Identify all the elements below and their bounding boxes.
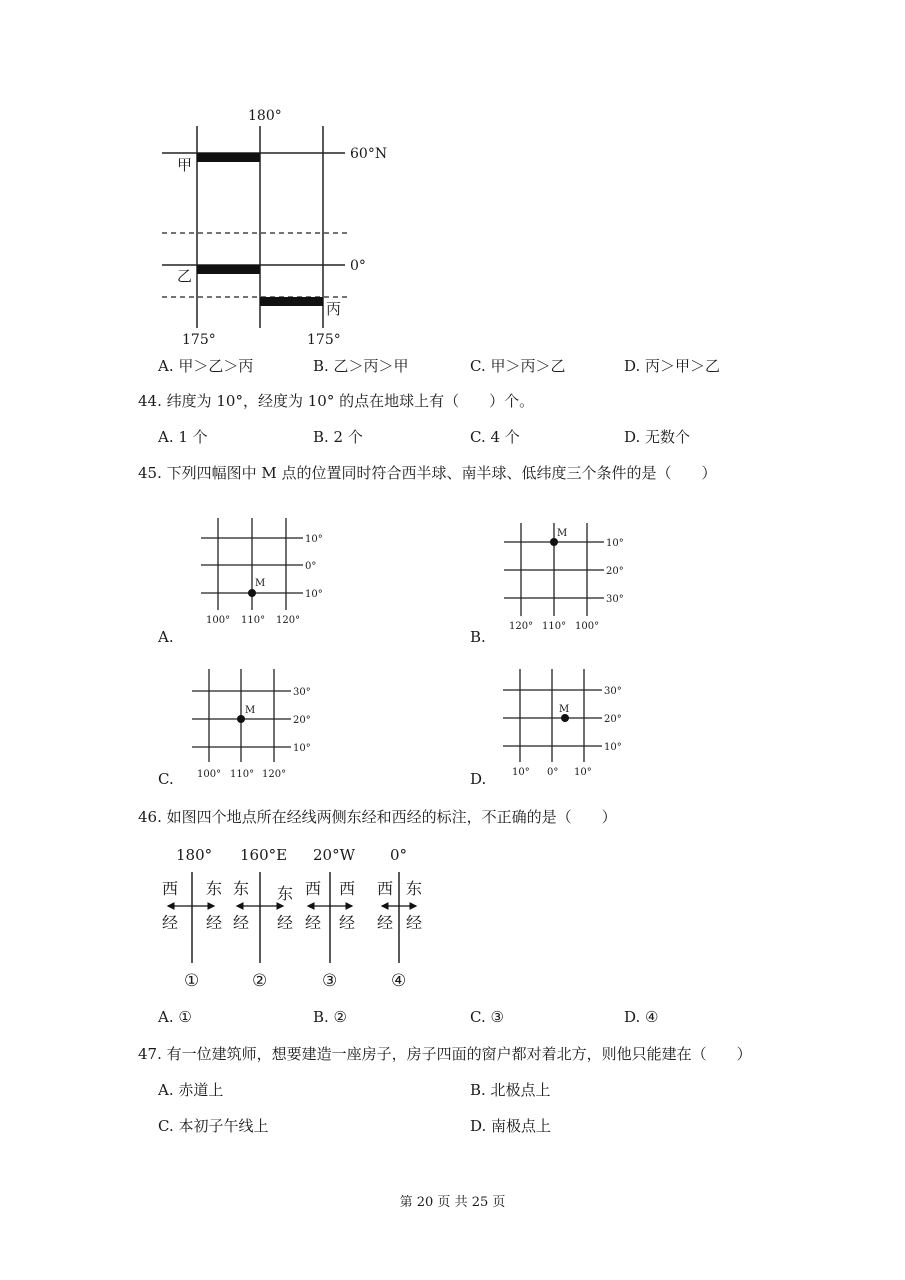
q45-label-d: D. bbox=[470, 770, 487, 788]
svg-text:东: 东 bbox=[406, 879, 423, 898]
svg-text:160°E: 160°E bbox=[240, 846, 288, 864]
svg-text:经: 经 bbox=[406, 913, 423, 932]
svg-text:经: 经 bbox=[162, 913, 179, 932]
q45-label-a: A. bbox=[158, 628, 174, 646]
q44-option-a: A. 1 个 bbox=[158, 428, 208, 446]
svg-text:10°: 10° bbox=[305, 534, 323, 545]
svg-text:④: ④ bbox=[391, 971, 407, 991]
svg-text:西: 西 bbox=[162, 879, 179, 898]
svg-text:10°: 10° bbox=[604, 742, 622, 753]
svg-text:东: 东 bbox=[233, 879, 250, 898]
svg-text:20°: 20° bbox=[606, 566, 624, 577]
q45-grid-d bbox=[500, 666, 640, 781]
q44-option-b: B. 2 个 bbox=[313, 428, 363, 446]
label-180: 180° bbox=[248, 108, 282, 124]
q47-stem: 47. 有一位建筑师，想要建造一座房子，房子四面的窗户都对着北方，则他只能建在（ ） bbox=[138, 1045, 752, 1063]
svg-text:经: 经 bbox=[377, 913, 394, 932]
q47-option-c: C. 本初子午线上 bbox=[158, 1117, 269, 1135]
q43-figure bbox=[150, 100, 410, 355]
point-m-label: M bbox=[557, 528, 568, 539]
svg-text:西: 西 bbox=[377, 879, 394, 898]
label-0: 0° bbox=[350, 258, 366, 274]
q46-option-d: D. ④ bbox=[624, 1008, 659, 1026]
svg-text:120°: 120° bbox=[262, 769, 287, 780]
q45-grid-a bbox=[195, 515, 335, 630]
svg-text:30°: 30° bbox=[293, 687, 311, 698]
svg-text:经: 经 bbox=[233, 913, 250, 932]
svg-text:0°: 0° bbox=[305, 561, 317, 572]
label-yi: 乙 bbox=[177, 267, 193, 285]
point-m bbox=[561, 714, 569, 722]
svg-text:东: 东 bbox=[277, 884, 294, 903]
q47-option-a: A. 赤道上 bbox=[158, 1081, 224, 1099]
point-m-label: M bbox=[559, 704, 570, 715]
svg-text:10°: 10° bbox=[606, 538, 624, 549]
q43-option-a: A. 甲＞乙＞丙 bbox=[158, 357, 254, 375]
q46-option-b: B. ② bbox=[313, 1008, 348, 1026]
svg-text:120°: 120° bbox=[509, 621, 534, 632]
svg-text:经: 经 bbox=[206, 913, 223, 932]
bar-jia bbox=[197, 153, 260, 162]
q46-option-a: A. ① bbox=[158, 1008, 192, 1026]
q46-stem: 46. 如图四个地点所在经线两侧东经和西经的标注，不正确的是（ ） bbox=[138, 808, 617, 826]
label-bing: 丙 bbox=[326, 300, 342, 318]
q47-option-d: D. 南极点上 bbox=[470, 1117, 552, 1135]
svg-text:110°: 110° bbox=[542, 621, 567, 632]
svg-text:180°: 180° bbox=[176, 846, 213, 864]
q45-label-c: C. bbox=[158, 770, 174, 788]
svg-text:经: 经 bbox=[305, 913, 322, 932]
page-footer: 第 20 页 共 25 页 bbox=[399, 1195, 506, 1210]
svg-text:20°: 20° bbox=[604, 714, 622, 725]
label-60n: 60°N bbox=[350, 146, 388, 162]
q45-stem: 45. 下列四幅图中 M 点的位置同时符合西半球、南半球、低纬度三个条件的是（ ） bbox=[138, 464, 717, 482]
q47-option-b: B. 北极点上 bbox=[470, 1081, 551, 1099]
q45-label-b: B. bbox=[470, 628, 486, 646]
label-jia: 甲 bbox=[177, 156, 193, 174]
label-175-left: 175° bbox=[182, 332, 216, 348]
point-m bbox=[237, 715, 245, 723]
svg-text:100°: 100° bbox=[575, 621, 600, 632]
q44-stem: 44. 纬度为 10°，经度为 10° 的点在地球上有（ ）个。 bbox=[138, 392, 535, 410]
svg-text:经: 经 bbox=[277, 913, 294, 932]
svg-text:西: 西 bbox=[339, 879, 356, 898]
q46-figure bbox=[150, 838, 450, 993]
point-m-label: M bbox=[245, 705, 256, 716]
bar-bing bbox=[260, 297, 323, 306]
svg-text:120°: 120° bbox=[276, 615, 301, 626]
svg-text:110°: 110° bbox=[230, 769, 255, 780]
svg-text:10°: 10° bbox=[305, 589, 323, 600]
svg-text:10°: 10° bbox=[512, 767, 530, 778]
svg-text:0°: 0° bbox=[547, 767, 559, 778]
svg-text:①: ① bbox=[184, 971, 200, 991]
q46-option-c: C. ③ bbox=[470, 1008, 504, 1026]
svg-text:20°W: 20°W bbox=[313, 846, 356, 864]
point-m-label: M bbox=[255, 578, 266, 589]
svg-text:110°: 110° bbox=[241, 615, 266, 626]
point-m bbox=[248, 589, 256, 597]
svg-text:10°: 10° bbox=[574, 767, 592, 778]
bar-yi bbox=[197, 265, 260, 274]
svg-text:③: ③ bbox=[322, 971, 338, 991]
q44-option-c: C. 4 个 bbox=[470, 428, 520, 446]
svg-text:30°: 30° bbox=[604, 686, 622, 697]
svg-text:20°: 20° bbox=[293, 715, 311, 726]
svg-text:100°: 100° bbox=[206, 615, 231, 626]
svg-text:西: 西 bbox=[305, 879, 322, 898]
q45-grid-b bbox=[500, 520, 640, 635]
point-m bbox=[550, 538, 558, 546]
svg-text:0°: 0° bbox=[390, 846, 408, 864]
q43-option-c: C. 甲＞丙＞乙 bbox=[470, 357, 566, 375]
q45-grid-c bbox=[188, 666, 328, 781]
q44-option-d: D. 无数个 bbox=[624, 428, 691, 446]
q43-option-b: B. 乙＞丙＞甲 bbox=[313, 357, 409, 375]
label-175-right: 175° bbox=[307, 332, 341, 348]
svg-text:经: 经 bbox=[339, 913, 356, 932]
svg-text:10°: 10° bbox=[293, 743, 311, 754]
q43-option-d: D. 丙＞甲＞乙 bbox=[624, 357, 721, 375]
svg-text:东: 东 bbox=[206, 879, 223, 898]
svg-text:100°: 100° bbox=[197, 769, 222, 780]
svg-text:30°: 30° bbox=[606, 594, 624, 605]
svg-text:②: ② bbox=[252, 971, 268, 991]
